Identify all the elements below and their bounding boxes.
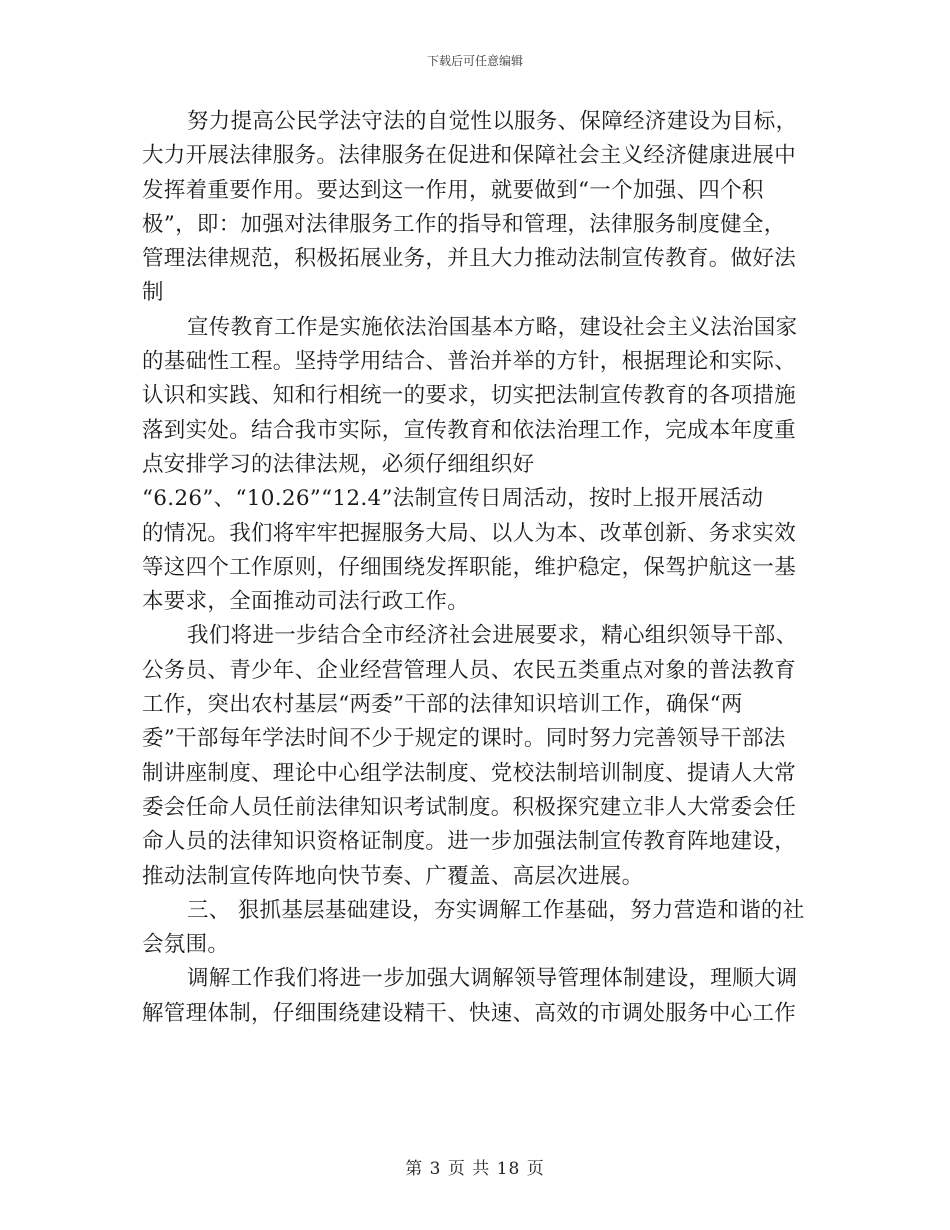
paragraph-line: 我们将进一步结合全市经济社会进展要求，精心组织领导干部、 xyxy=(187,623,798,649)
paragraph-line: 推动法制宣传阵地向快节奏、广覆盖、高层次进展。 xyxy=(142,863,644,889)
paragraph-line: 会氛围。 xyxy=(142,932,230,958)
paragraph-line: 制讲座制度、理论中心组学法制度、党校法制培训制度、提请人大常 xyxy=(142,760,797,786)
paragraph-line: 落到实处。结合我市实际，宣传教育和依法治理工作，完成本年度重 xyxy=(142,417,797,443)
paragraph-line: 等这四个工作原则，仔细围绕发挥职能，维护稳定，保驾护航这一基 xyxy=(142,554,797,580)
paragraph-line: 本要求，全面推动司法行政工作。 xyxy=(142,589,470,615)
paragraph-line: 的基础性工程。坚持学用结合、普治并举的方针，根据理论和实际、 xyxy=(142,349,797,375)
paragraph-line: 调解工作我们将进一步加强大调解领导管理体制建设，理顺大调 xyxy=(187,966,798,992)
paragraph-line: 发挥着重要作用。要达到这一作用，就要做到“一个加强、四个积 xyxy=(142,177,764,203)
paragraph-line: 制 xyxy=(142,280,164,306)
paragraph-line: 努力提高公民学法守法的自觉性以服务、保障经济建设为目标， xyxy=(187,109,798,134)
paragraph-line: 解管理体制，仔细围绕建设精干、快速、高效的市调处服务中心工作 xyxy=(142,1000,797,1026)
paragraph-line: 认识和实践、知和行相统一的要求，切实把法制宣传教育的各项措施 xyxy=(142,383,797,409)
paragraph-line: 大力开展法律服务。法律服务在促进和保障社会主义经济健康进展中 xyxy=(142,143,797,169)
paragraph-line: 极”，即：加强对法律服务工作的指导和管理，法律服务制度健全， xyxy=(142,211,786,237)
paragraph-line: 的情况。我们将牢牢把握服务大局、以人为本、改革创新、务求实效 xyxy=(142,520,797,546)
section-heading-line: 三、 狠抓基层基础建设，夯实调解工作基础，努力营造和谐的社 xyxy=(187,897,805,923)
page-header: 下载后可任意编辑 xyxy=(426,54,523,68)
paragraph-line: 工作，突出农村基层“两委”干部的法律知识培训工作，确保“两 xyxy=(142,692,743,718)
page-number-footer: 第 3 页 共 18 页 xyxy=(405,1159,545,1179)
paragraph-line: 点安排学习的法律法规，必须仔细组织好 xyxy=(142,451,535,477)
document-body xyxy=(142,105,812,1031)
paragraph-line: 委”干部每年学法时间不少于规定的课时。同时努力完善领导干部法 xyxy=(142,726,786,752)
paragraph-line: 宣传教育工作是实施依法治国基本方略，建设社会主义法治国家 xyxy=(187,314,798,340)
paragraph-line: “6.26”、“10.26”“12.4”法制宣传日周活动，按时上报开展活动 xyxy=(142,486,764,512)
paragraph-line: 委会任命人员任前法律知识考试制度。积极探究建立非人大常委会任 xyxy=(142,794,797,820)
paragraph-line: 命人员的法律知识资格证制度。进一步加强法制宣传教育阵地建设， xyxy=(142,829,797,855)
paragraph-line: 公务员、青少年、企业经营管理人员、农民五类重点对象的普法教育 xyxy=(142,657,797,683)
paragraph-line: 管理法律规范，积极拓展业务，并且大力推动法制宣传教育。做好法 xyxy=(142,246,797,272)
